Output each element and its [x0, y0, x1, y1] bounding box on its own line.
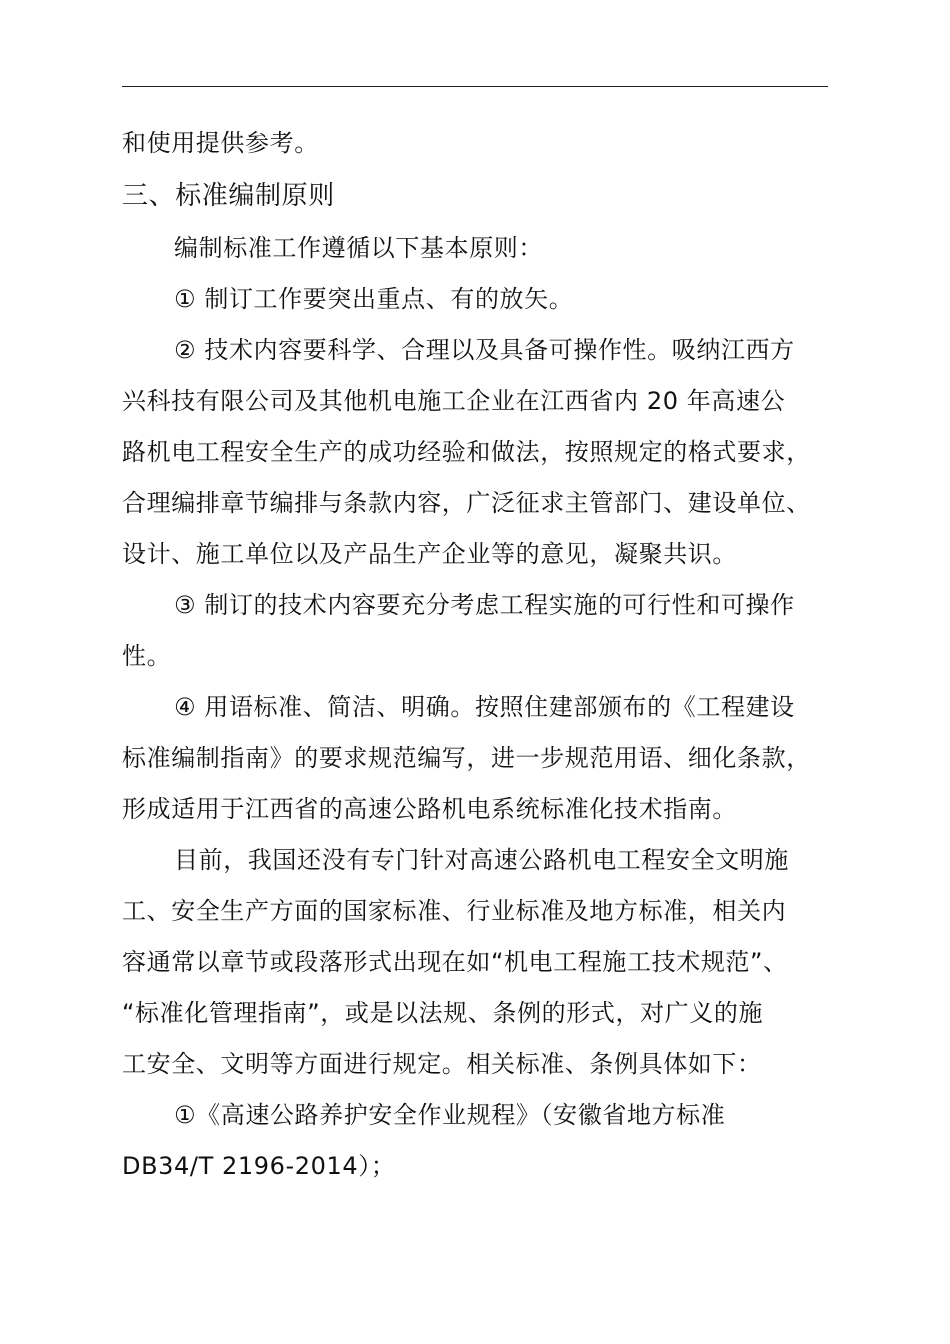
principle-line: 兴科技有限公司及其他机电施工企业在江西省内 20 年高速公: [122, 387, 786, 415]
status-line: 工安全、文明等方面进行规定。相关标准、条例具体如下：: [122, 1050, 762, 1078]
principle-line: ② 技术内容要科学、合理以及具备可操作性。吸纳江西方: [174, 336, 795, 364]
principle-line: ③ 制订的技术内容要充分考虑工程实施的可行性和可操作: [174, 591, 795, 619]
reference-1: [122, 1090, 834, 1192]
intro-paragraph: 编制标准工作遵循以下基本原则：: [174, 234, 543, 262]
principle-line: 标准编制指南》的要求规范编写，进一步规范用语、细化条款，: [122, 744, 811, 772]
header-rule: [122, 86, 828, 87]
status-line: 工、安全生产方面的国家标准、行业标准及地方标准，相关内: [122, 897, 787, 925]
continuation-line: 和使用提供参考。: [122, 129, 319, 157]
principle-line: ④ 用语标准、简洁、明确。按照住建部颁布的《工程建设: [174, 693, 795, 721]
principle-line: 设计、施工单位以及产品生产企业等的意见，凝聚共识。: [122, 540, 737, 568]
principle-line: 路机电工程安全生产的成功经验和做法，按照规定的格式要求，: [122, 438, 811, 466]
status-line: “标准化管理指南”，或是以法规、条例的形式，对广义的施: [122, 999, 764, 1027]
principle-1: [122, 274, 834, 325]
principle-line: ① 制订工作要突出重点、有的放矢。: [174, 285, 574, 313]
section-heading: 三、标准编制原则: [122, 181, 335, 211]
principle-line: 合理编排章节编排与条款内容，广泛征求主管部门、建设单位、: [122, 489, 811, 517]
status-line: 目前，我国还没有专门针对高速公路机电工程安全文明施: [174, 846, 789, 874]
principle-line: 形成适用于江西省的高速公路机电系统标准化技术指南。: [122, 795, 737, 823]
current-status-paragraph: [122, 835, 834, 1090]
principle-3: [122, 580, 834, 682]
status-line: 容通常以章节或段落形式出现在如“机电工程施工技术规范”、: [122, 948, 788, 976]
principle-4: [122, 682, 834, 835]
reference-line: DB34/T 2196-2014）；: [122, 1152, 396, 1180]
principle-2: [122, 325, 834, 580]
reference-line: ①《高速公路养护安全作业规程》（安徽省地方标准: [174, 1101, 726, 1129]
principle-line: 性。: [122, 642, 172, 670]
document-body: [122, 118, 834, 1192]
